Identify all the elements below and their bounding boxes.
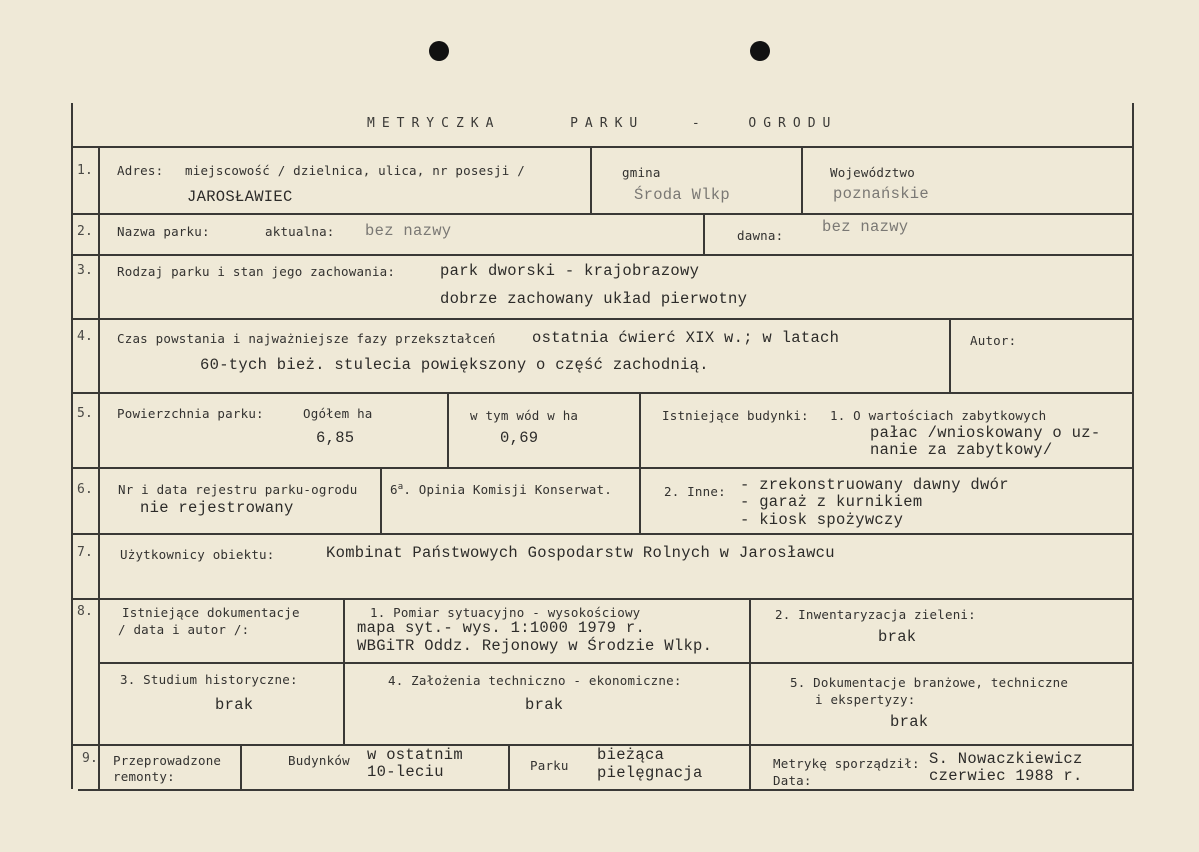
row-number-1: 1. — [77, 163, 94, 178]
heritage-buildings-value-2: nanie za zabytkowy/ — [870, 441, 1053, 459]
documentation-sub-label: / data i autor /: — [118, 622, 250, 637]
row-sep-4 — [71, 392, 1134, 394]
other-building-2: - garaż z kurnikiem — [740, 493, 923, 511]
vsep-r5-a — [447, 392, 449, 467]
other-building-3: - kiosk spożywczy — [740, 511, 904, 529]
tech-assumptions-label: 4. Założenia techniczno - ekonomiczne: — [388, 673, 682, 688]
frame-top-line — [71, 146, 1134, 148]
vsep-r2 — [703, 213, 705, 254]
park-repair-value-1: bieżąca — [597, 746, 665, 764]
vsep-r8-a — [343, 598, 345, 744]
buildings-repair-label: Budynków — [288, 753, 350, 768]
vsep-r4 — [949, 318, 951, 392]
park-repair-value-2: pielęgnacja — [597, 764, 703, 782]
frame-bottom-line — [78, 789, 1134, 791]
gmina-label: gmina — [622, 165, 661, 180]
heritage-buildings-value-1: pałac /wnioskowany o uz- — [870, 424, 1101, 442]
vsep-r5-b — [639, 392, 641, 533]
creation-time-value-2: 60-tych bież. stulecia powiększony o część zachodnią. — [200, 356, 709, 374]
row-number-4: 4. — [77, 329, 94, 344]
opinion-number: 6 — [390, 482, 398, 498]
row-sep-8a — [98, 662, 1134, 664]
row-number-5: 5. — [77, 406, 94, 421]
existing-buildings-label: Istniejące budynki: — [662, 408, 809, 423]
date-label: Data: — [773, 773, 812, 788]
row-sep-6 — [71, 533, 1134, 535]
date-value: czerwiec 1988 r. — [929, 767, 1083, 785]
row-sep-1 — [71, 213, 1134, 215]
park-name-label: Nazwa parku: — [117, 224, 210, 239]
title-part1: METRYCZKA — [367, 116, 501, 131]
buildings-repair-value-2: 10-leciu — [367, 763, 444, 781]
voivodeship-value: poznańskie — [833, 185, 930, 203]
address-label: Adres: — [117, 163, 164, 178]
row-number-9: 9. — [82, 751, 99, 766]
creation-time-value-1: ostatnia ćwierć XIX w.; w latach — [532, 329, 840, 347]
frame-right — [1132, 103, 1134, 789]
total-area-value: 6,85 — [316, 429, 355, 447]
row-sep-5 — [71, 467, 1134, 469]
voivodeship-label: Województwo — [830, 165, 915, 180]
title-dash: - — [691, 116, 707, 131]
former-name-value: bez nazwy — [822, 218, 909, 236]
author-label: Autor: — [970, 333, 1017, 348]
park-type-value-2: dobrze zachowany układ pierwotny — [440, 290, 748, 308]
survey-value-1: mapa syt.- wys. 1:1000 1979 r. — [357, 619, 646, 637]
row-number-2: 2. — [77, 224, 94, 239]
frame-left — [71, 103, 73, 789]
address-value: JAROSŁAWIEC — [187, 188, 293, 206]
row-sep-3 — [71, 318, 1134, 320]
branch-docs-value: brak — [890, 713, 929, 731]
former-name-label: dawna: — [737, 228, 784, 243]
register-label: Nr i data rejestru parku-ogrodu — [118, 482, 358, 497]
documentation-label: Istniejące dokumentacje — [122, 605, 300, 620]
users-label: Użytkownicy obiektu: — [120, 547, 275, 562]
opinion-text: . Opinia Komisji Konserwat. — [403, 482, 612, 498]
opinion-superscript: a — [397, 482, 404, 492]
made-by-label: Metrykę sporządził: — [773, 756, 920, 771]
history-study-value: brak — [215, 696, 254, 714]
row-number-7: 7. — [77, 545, 94, 560]
title-part3: OGRODU — [748, 116, 838, 131]
heritage-buildings-label: 1. O wartościach zabytkowych — [830, 408, 1047, 423]
vsep-r1-a — [590, 146, 592, 213]
row-number-3: 3. — [77, 263, 94, 278]
row-number-8: 8. — [77, 604, 94, 619]
vsep-r9-c — [749, 744, 751, 789]
register-value: nie rejestrowany — [140, 499, 294, 517]
history-study-label: 3. Studium historyczne: — [120, 672, 298, 687]
park-repair-label: Parku — [530, 758, 569, 773]
repairs-label-1: Przeprowadzone — [113, 753, 222, 768]
water-area-value: 0,69 — [500, 429, 539, 447]
vsep-r1-b — [801, 146, 803, 213]
vsep-r6 — [380, 467, 382, 533]
branch-docs-label-2: i ekspertyzy: — [815, 692, 916, 707]
inventory-label: 2. Inwentaryzacja zieleni: — [775, 607, 976, 622]
card-title — [367, 116, 837, 131]
creation-time-label: Czas powstania i najważniejsze fazy przekształceń — [117, 331, 496, 346]
park-type-label: Rodzaj parku i stan jego zachowania: — [117, 264, 396, 279]
row-sep-7 — [71, 598, 1134, 600]
vsep-r8-b — [749, 598, 751, 744]
branch-docs-label-1: 5. Dokumentacje branżowe, techniczne — [790, 675, 1069, 690]
park-type-value-1: park dworski - krajobrazowy — [440, 262, 700, 280]
opinion-label — [390, 482, 612, 497]
row-number-6: 6. — [77, 482, 94, 497]
other-buildings-label: 2. Inne: — [664, 484, 726, 499]
current-name-label: aktualna: — [265, 224, 335, 239]
survey-value-2: WBGiTR Oddz. Rejonowy w Środzie Wlkp. — [357, 637, 713, 655]
made-by-value: S. Nowaczkiewicz — [929, 750, 1083, 768]
water-area-label: w tym wód w ha — [470, 408, 579, 423]
users-value: Kombinat Państwowych Gospodarstw Rolnych w Jarosławcu — [326, 544, 835, 562]
vsep-r9-a — [240, 744, 242, 789]
row-sep-2 — [71, 254, 1134, 256]
area-label: Powierzchnia parku: — [117, 406, 264, 421]
address-hint: miejscowość / dzielnica, ulica, nr posesji / — [185, 163, 525, 178]
inventory-value: brak — [878, 628, 917, 646]
current-name-value: bez nazwy — [365, 222, 452, 240]
title-part2: PARKU — [570, 116, 645, 131]
vsep-r9-b — [508, 744, 510, 789]
repairs-label-2: remonty: — [113, 769, 175, 784]
survey-label: 1. Pomiar sytuacyjno - wysokościowy — [370, 605, 641, 620]
total-area-label: Ogółem ha — [303, 406, 373, 421]
other-building-1: - zrekonstruowany dawny dwór — [740, 476, 1009, 494]
buildings-repair-value-1: w ostatnim — [367, 746, 464, 764]
tech-assumptions-value: brak — [525, 696, 564, 714]
gmina-value: Środa Wlkp — [634, 186, 731, 204]
